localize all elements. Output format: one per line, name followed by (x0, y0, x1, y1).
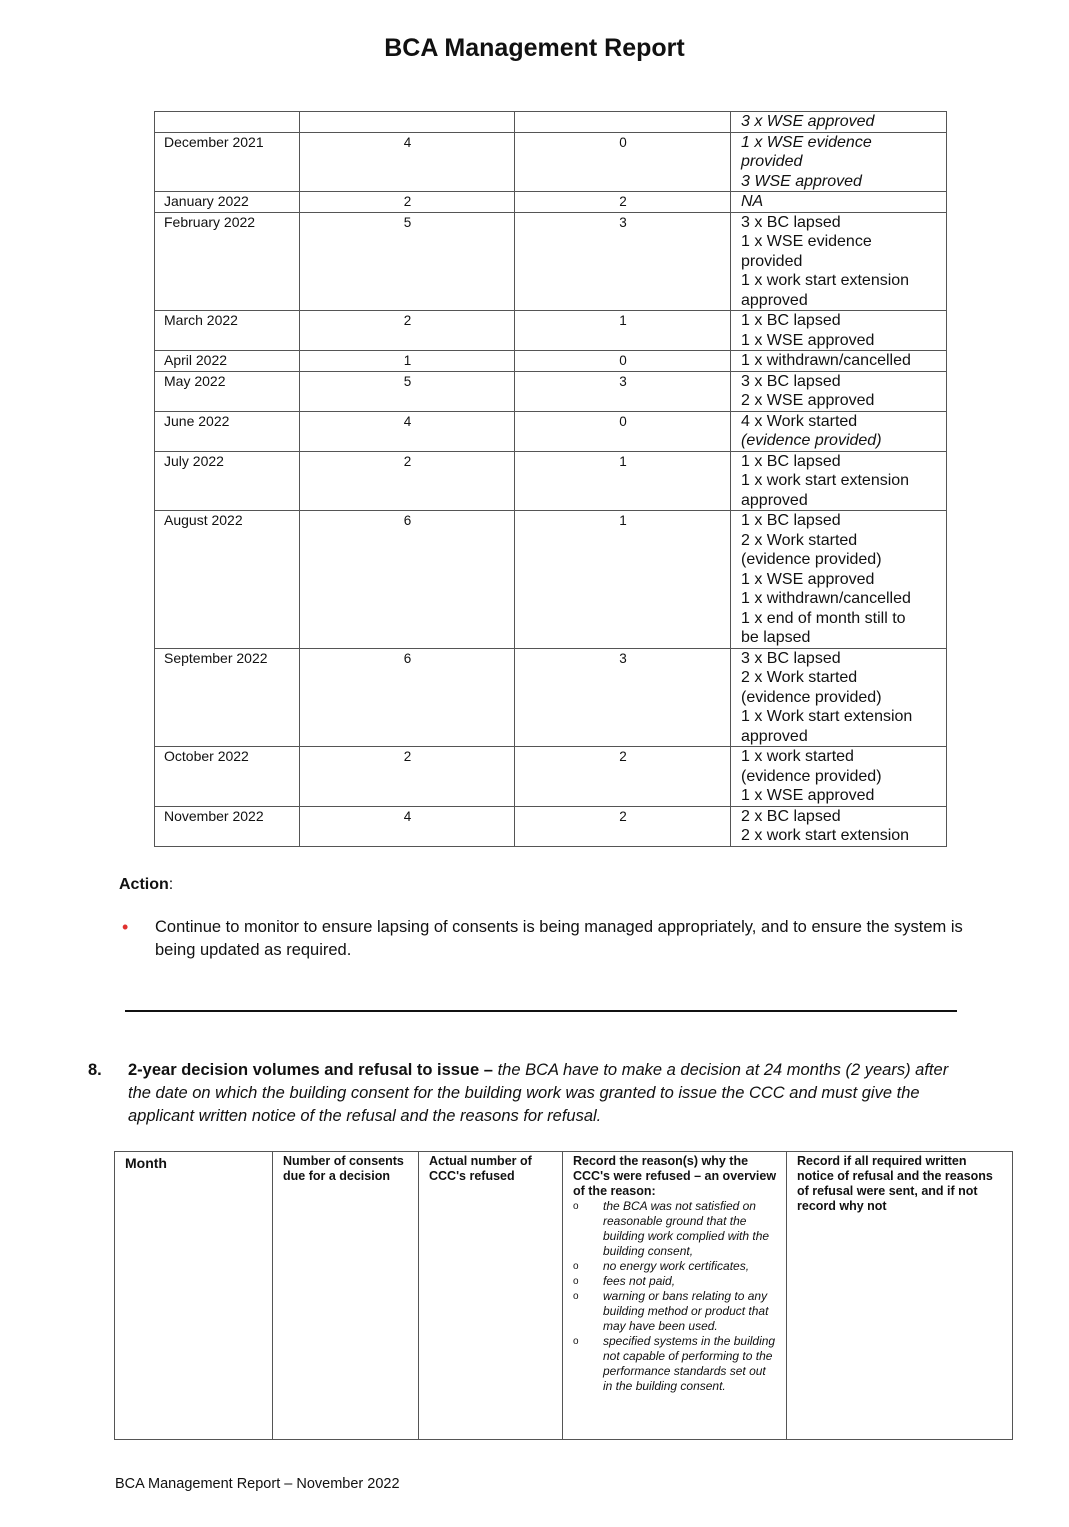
reason-item (573, 1274, 778, 1289)
reason-text: fees not paid, (603, 1274, 676, 1288)
lapse-row (155, 648, 947, 747)
lapse-lapsed-cell: 3 (515, 648, 731, 747)
outcome-line: provided (741, 252, 803, 270)
lapse-row (155, 212, 947, 311)
lapse-row (155, 451, 947, 511)
lapse-lapsed-cell: 2 (515, 806, 731, 846)
outcome-line: (evidence provided) (741, 432, 882, 449)
outcome-line: 1 x WSE evidence (741, 233, 872, 250)
action-label (119, 876, 173, 894)
lapse-month-cell: July 2022 (155, 451, 300, 511)
lapse-lapsed-cell: 3 (515, 371, 731, 411)
section-heading: 2-year decision volumes and refusal to issue – (128, 1061, 493, 1079)
lapse-month-cell: August 2022 (155, 511, 300, 649)
header-reasons-title: Record the reason(s) why the CCC's were refused – an overview of the reason: (573, 1154, 777, 1198)
outcome-line: 2 x work start extension (741, 827, 910, 844)
outcome-line: 2 x Work started (741, 669, 858, 686)
outcome-line: 1 x end of month still to (741, 609, 906, 627)
lapse-outcome-cell (731, 311, 947, 351)
lapse-outcome-cell (731, 351, 947, 372)
refusal-header-row (115, 1152, 1013, 1440)
lapse-row (155, 511, 947, 649)
outcome-line: 1 x Work start extension (741, 708, 913, 725)
outcome-line: 1 x work start extension (741, 272, 910, 289)
lapse-outcome-cell (731, 132, 947, 192)
circle-bullet-icon: o (573, 1291, 579, 1302)
reason-list (573, 1199, 778, 1394)
page-footer: BCA Management Report – November 2022 (115, 1476, 400, 1492)
outcome-line: 3 x WSE approved (741, 113, 875, 130)
lapse-row (155, 747, 947, 807)
action-text: Continue to monitor to ensure lapsing of consents is being managed appropriately, and to ensure the system is being updated as required. (155, 918, 963, 959)
lapse-due-cell: 4 (300, 132, 515, 192)
section-body: the BCA have to make a decision at 24 months (2 years) after the date on which the building consent for the building work was granted to issue the CCC and must give the applicant written notice of the refusal and the reasons for refusal. (128, 1061, 949, 1125)
lapse-lapsed-cell: 0 (515, 411, 731, 451)
outcome-line: 2 x Work started (741, 531, 858, 549)
outcome-line: 4 x Work started (741, 412, 858, 430)
outcome-line: (evidence provided) (741, 551, 882, 568)
lapse-due-cell: 2 (300, 451, 515, 511)
reason-item (573, 1259, 778, 1274)
outcome-line: 1 x WSE approved (741, 570, 875, 588)
lapse-outcome-cell (731, 747, 947, 807)
circle-bullet-icon: o (573, 1261, 579, 1272)
outcome-line: 3 x BC lapsed (741, 649, 841, 667)
header-notice: Record if all required written notice of refusal and the reasons of refusal were sent, and if not record why not (787, 1152, 1013, 1440)
lapse-table (154, 111, 947, 847)
outcome-line: 3 WSE approved (741, 172, 862, 190)
lapse-row (155, 351, 947, 372)
outcome-line: 1 x BC lapsed (741, 452, 841, 470)
reason-text: specified systems in the building not capable of performing to the performance standards set out in the building consent. (603, 1334, 776, 1393)
action-label-colon: : (168, 876, 174, 893)
lapse-outcome-cell (731, 806, 947, 846)
section-8-text (128, 1059, 968, 1128)
lapse-outcome-cell (731, 451, 947, 511)
lapse-outcome-cell (731, 212, 947, 311)
outcome-line: NA (741, 193, 764, 210)
circle-bullet-icon: o (573, 1276, 579, 1287)
lapse-month-cell: April 2022 (155, 351, 300, 372)
lapse-due-cell: 2 (300, 192, 515, 213)
lapse-month-cell (155, 112, 300, 133)
outcome-line: 2 x BC lapsed (741, 807, 841, 825)
action-list (119, 916, 969, 961)
section-divider (125, 1010, 957, 1012)
lapse-row (155, 192, 947, 213)
action-label-text: Action (119, 876, 169, 893)
lapse-lapsed-cell (515, 112, 731, 133)
lapse-lapsed-cell: 1 (515, 311, 731, 351)
lapse-lapsed-cell: 0 (515, 132, 731, 192)
reason-text: the BCA was not satisfied on reasonable ground that the building work complied with the building consent, (603, 1199, 770, 1258)
outcome-line: (evidence provided) (741, 688, 882, 706)
lapse-month-cell: March 2022 (155, 311, 300, 351)
outcome-line: approved (741, 291, 808, 309)
reason-text: no energy work certificates, (603, 1259, 750, 1273)
lapse-row (155, 411, 947, 451)
lapse-due-cell: 5 (300, 212, 515, 311)
lapse-month-cell: May 2022 (155, 371, 300, 411)
lapse-month-cell: September 2022 (155, 648, 300, 747)
lapse-due-cell: 2 (300, 747, 515, 807)
outcome-line: (evidence provided) (741, 767, 882, 785)
lapse-month-cell: December 2021 (155, 132, 300, 192)
outcome-line: 2 x WSE approved (741, 392, 875, 409)
header-month: Month (115, 1152, 273, 1440)
lapse-outcome-cell (731, 411, 947, 451)
outcome-line: 1 x withdrawn/cancelled (741, 352, 911, 369)
lapse-due-cell: 4 (300, 411, 515, 451)
outcome-line: 1 x BC lapsed (741, 312, 841, 329)
lapse-month-cell: January 2022 (155, 192, 300, 213)
lapse-month-cell: November 2022 (155, 806, 300, 846)
lapse-due-cell: 1 (300, 351, 515, 372)
section-8 (88, 1059, 968, 1128)
outcome-line: 1 x work started (741, 748, 854, 765)
lapse-due-cell: 5 (300, 371, 515, 411)
refusal-table (114, 1151, 1013, 1440)
outcome-line: be lapsed (741, 629, 811, 646)
lapse-row (155, 311, 947, 351)
outcome-line: provided (741, 153, 803, 170)
lapse-outcome-cell (731, 371, 947, 411)
lapse-due-cell: 6 (300, 648, 515, 747)
lapse-due-cell: 4 (300, 806, 515, 846)
circle-bullet-icon: o (573, 1201, 579, 1212)
lapse-lapsed-cell: 0 (515, 351, 731, 372)
lapse-month-cell: October 2022 (155, 747, 300, 807)
lapse-lapsed-cell: 1 (515, 511, 731, 649)
action-item (119, 916, 969, 961)
reason-text: warning or bans relating to any building method or product that may have been used. (603, 1289, 769, 1333)
lapse-row (155, 112, 947, 133)
section-number: 8. (88, 1061, 102, 1079)
lapse-lapsed-cell: 2 (515, 747, 731, 807)
lapse-due-cell: 2 (300, 311, 515, 351)
report-title: BCA Management Report (384, 34, 685, 62)
reason-item (573, 1334, 778, 1394)
lapse-outcome-cell (731, 112, 947, 133)
outcome-line: 1 x WSE approved (741, 331, 875, 349)
lapse-row (155, 806, 947, 846)
outcome-line: 1 x BC lapsed (741, 512, 841, 529)
outcome-line: approved (741, 727, 808, 745)
lapse-month-cell: February 2022 (155, 212, 300, 311)
circle-bullet-icon: o (573, 1336, 579, 1347)
outcome-line: approved (741, 491, 808, 509)
lapse-month-cell: June 2022 (155, 411, 300, 451)
outcome-line: 1 x withdrawn/cancelled (741, 590, 911, 607)
header-due: Number of consents due for a decision (273, 1152, 419, 1440)
lapse-outcome-cell (731, 192, 947, 213)
lapse-outcome-cell (731, 511, 947, 649)
outcome-line: 3 x BC lapsed (741, 213, 841, 231)
lapse-row (155, 132, 947, 192)
header-refused: Actual number of CCC's refused (419, 1152, 563, 1440)
reason-item (573, 1199, 778, 1259)
lapse-outcome-cell (731, 648, 947, 747)
outcome-line: 3 x BC lapsed (741, 372, 841, 390)
lapse-due-cell: 6 (300, 511, 515, 649)
lapse-row (155, 371, 947, 411)
reason-item (573, 1289, 778, 1334)
lapse-lapsed-cell: 1 (515, 451, 731, 511)
lapse-lapsed-cell: 2 (515, 192, 731, 213)
outcome-line: 1 x WSE approved (741, 787, 875, 804)
bullet-icon: • (122, 917, 129, 937)
outcome-line: 1 x work start extension (741, 472, 910, 489)
lapse-lapsed-cell: 3 (515, 212, 731, 311)
header-reasons (563, 1152, 787, 1440)
lapse-due-cell (300, 112, 515, 133)
lapse-table-body (155, 112, 947, 847)
outcome-line: 1 x WSE evidence (741, 133, 872, 151)
